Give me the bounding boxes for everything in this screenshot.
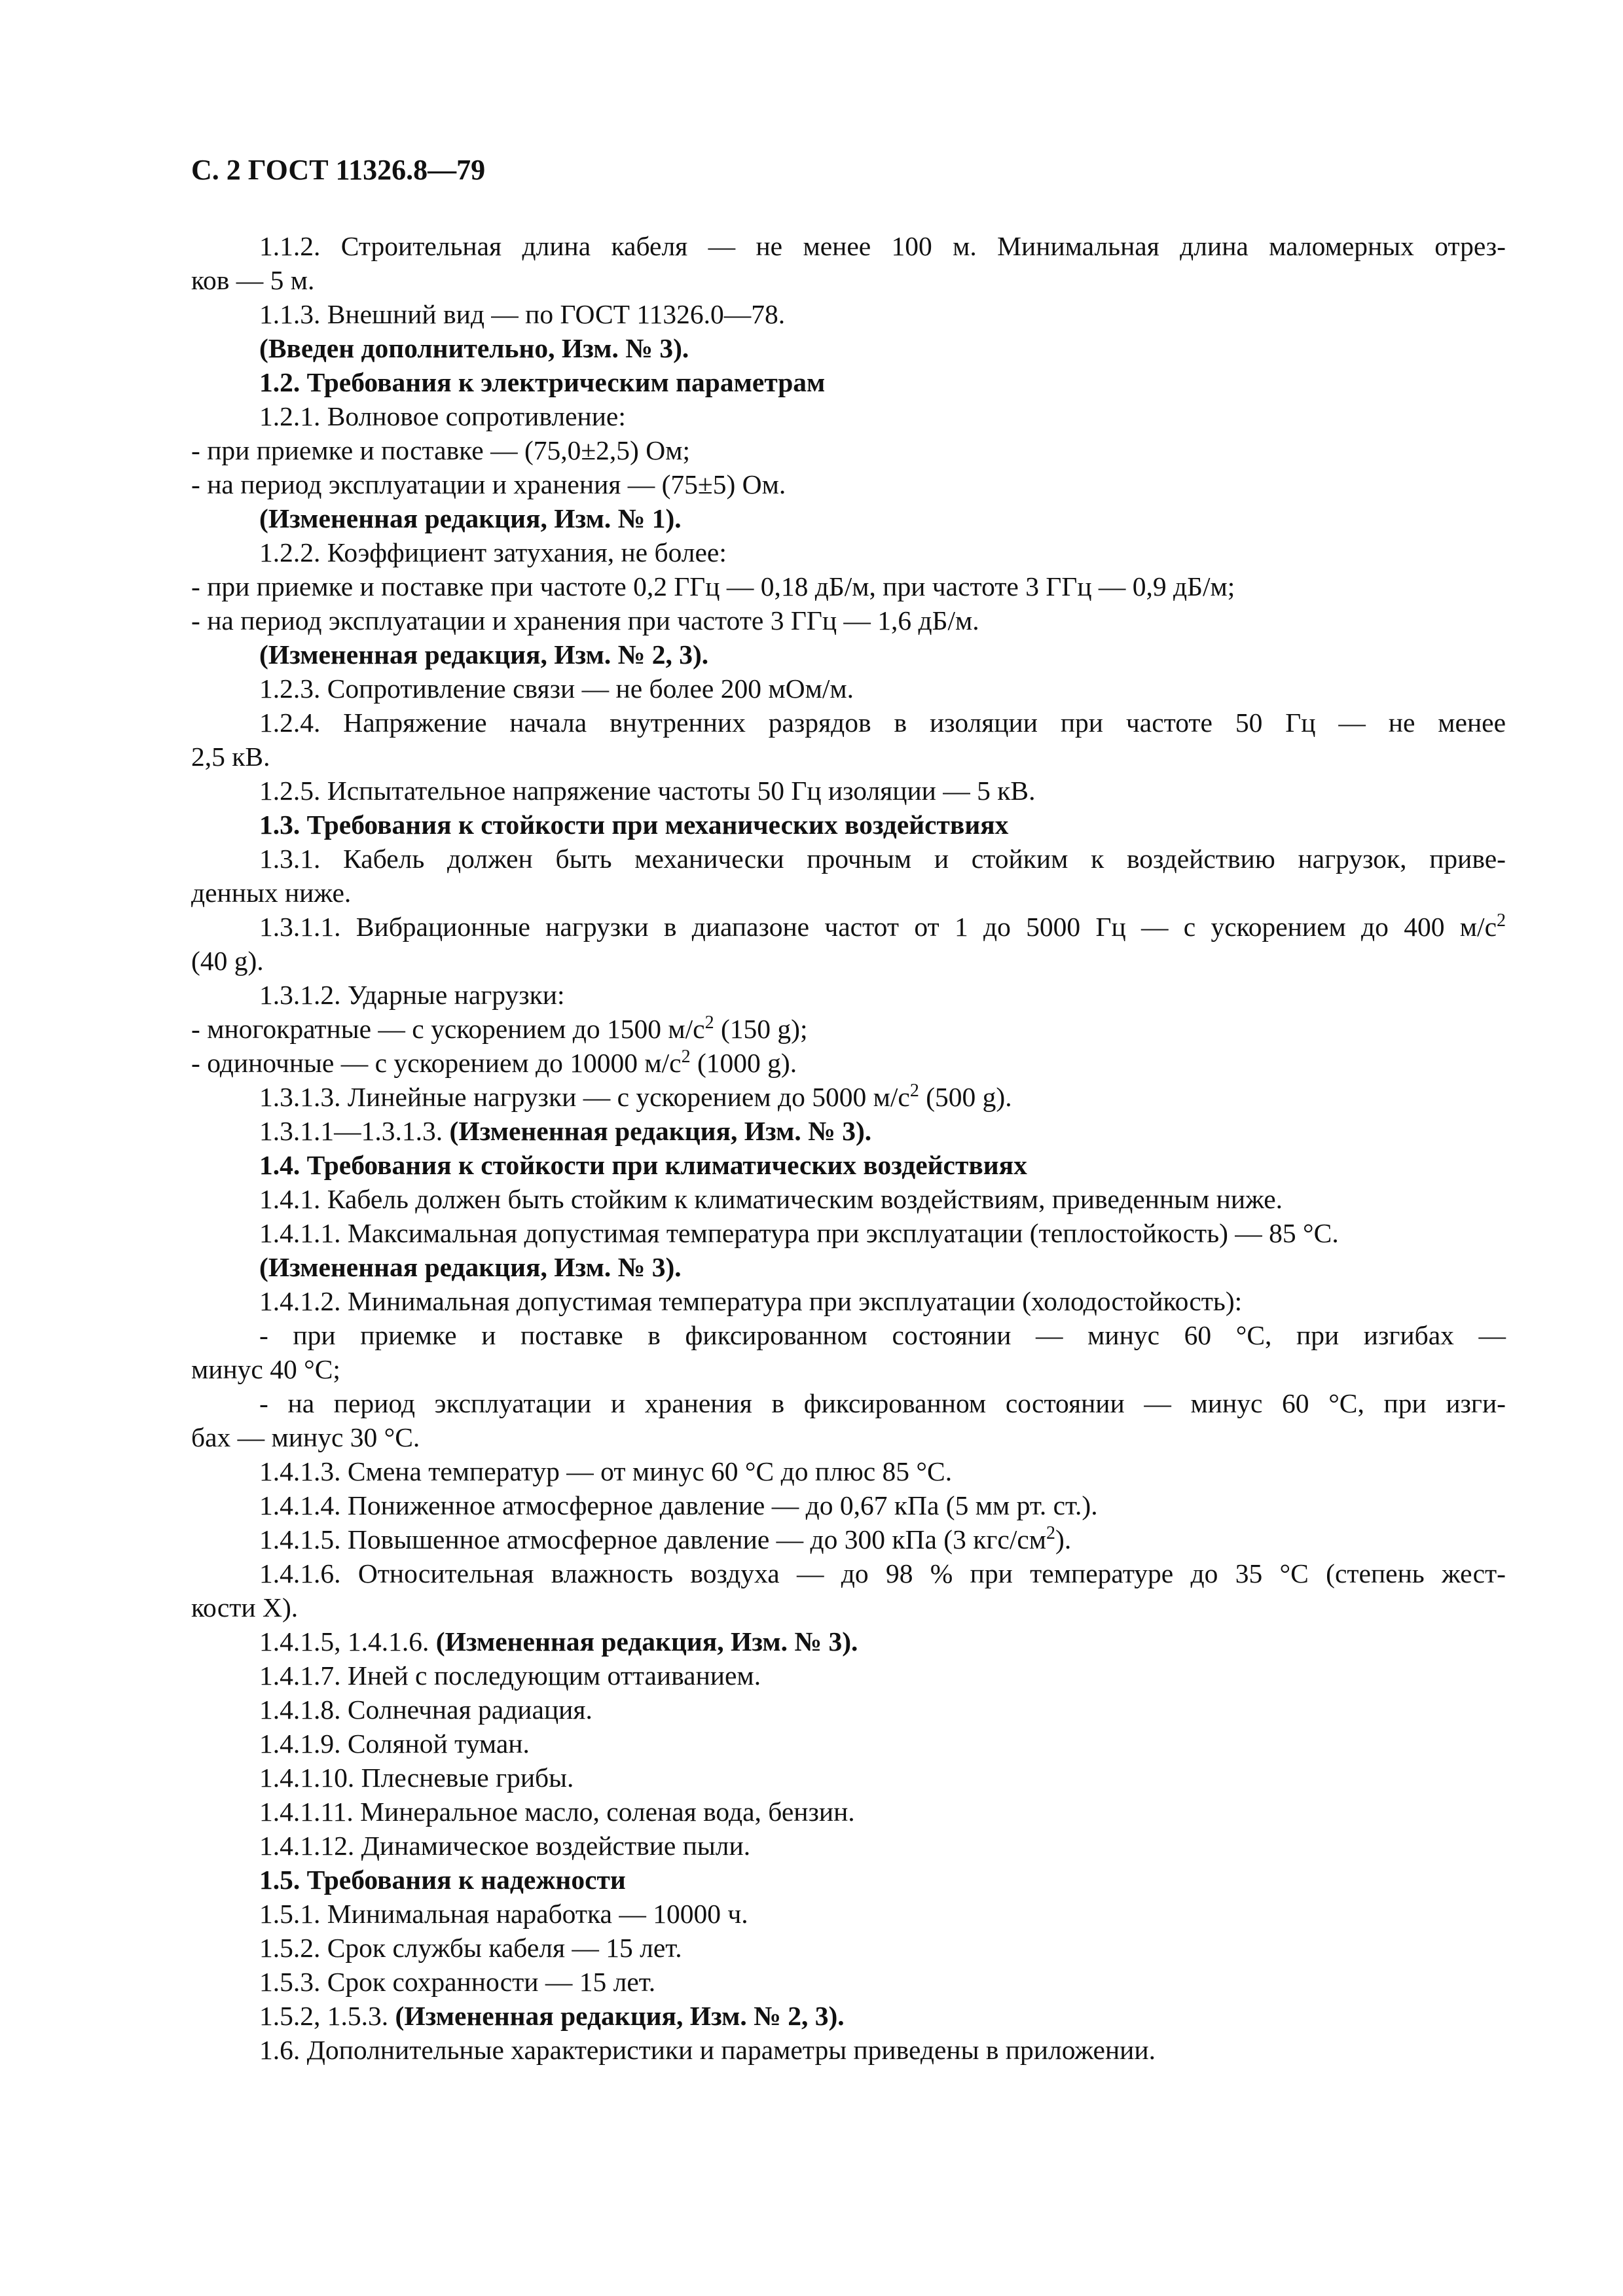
text-line (191, 1420, 1506, 1454)
line-text: 1.2.1. Волновое сопротивление: (259, 401, 626, 431)
line-text-continued: (150 g); (714, 1014, 808, 1044)
text-line (191, 501, 1506, 535)
line-text: 1.2. Требования к электрическим параметрам (259, 367, 826, 397)
superscript: 2 (704, 1013, 714, 1033)
superscript: 2 (681, 1047, 691, 1067)
text-line (191, 842, 1506, 876)
text-line (191, 535, 1506, 569)
text-line (191, 433, 1506, 467)
line-text: 1.4.1.1. Максимальная допустимая температура при эксплуатации (теплостойкость) — 85 °С. (259, 1218, 1339, 1248)
line-text: 1.1.3. Внешний вид — по ГОСТ 11326.0—78. (259, 299, 786, 329)
line-text: 1.4.1.7. Иней с последующим оттаиванием. (259, 1660, 761, 1691)
line-text: 1.4.1.5, 1.4.1.6. (259, 1626, 436, 1657)
text-line (191, 1522, 1506, 1556)
line-text: 1.3.1.1. Вибрационные нагрузки в диапазоне частот от 1 до 5000 Гц — с ускорением до 400 м/с (259, 912, 1497, 942)
line-text: 1.5.3. Срок сохранности — 15 лет. (259, 1967, 656, 1997)
line-text: 1.6. Дополнительные характеристики и параметры приведены в приложении. (259, 2035, 1156, 2065)
line-text: 1.2.2. Коэффициент затухания, не более: (259, 537, 727, 567)
text-line (191, 876, 1506, 910)
line-text: 1.5. Требования к надежности (259, 1865, 626, 1895)
text-line (191, 944, 1506, 978)
text-line (191, 1352, 1506, 1386)
text-line (191, 399, 1506, 433)
text-line (191, 1046, 1506, 1080)
line-text-continued: ). (1055, 1524, 1072, 1554)
text-line (191, 808, 1506, 842)
line-text: 1.5.2, 1.5.3. (259, 2001, 395, 2031)
line-text: (Измененная редакция, Изм. № 1). (259, 503, 682, 533)
line-text: 1.4.1.3. Смена температур — от минус 60 °С до плюс 85 °С. (259, 1456, 953, 1486)
superscript: 2 (1046, 1523, 1056, 1544)
text-line (191, 1965, 1506, 1999)
line-text: 1.3.1.2. Ударные нагрузки: (259, 980, 565, 1010)
line-text: (Введен дополнительно, Изм. № 3). (259, 333, 689, 363)
text-line (191, 1999, 1506, 2033)
line-text: 1.4. Требования к стойкости при климатических воздействиях (259, 1150, 1027, 1180)
line-text: - при приемке и поставке при частоте 0,2 ГГц — 0,18 дБ/м, при частоте 3 ГГц — 0,9 дБ/м; (191, 571, 1235, 601)
line-text-continued: (1000 g). (690, 1048, 797, 1078)
text-line (191, 774, 1506, 808)
text-line (191, 1829, 1506, 1863)
line-text: - при приемке и поставке в фиксированном состоянии — минус 60 °С, при изгибах — (259, 1320, 1506, 1350)
line-text: ков — 5 м. (191, 265, 315, 295)
text-line (191, 910, 1506, 944)
line-text: 1.3.1.3. Линейные нагрузки — с ускорением до 5000 м/с (259, 1082, 910, 1112)
text-line (191, 1659, 1506, 1693)
line-text: 1.4.1. Кабель должен быть стойким к климатическим воздействиям, приведенным ниже. (259, 1184, 1283, 1214)
text-line (191, 229, 1506, 263)
text-line (191, 603, 1506, 637)
amendment-note: (Измененная редакция, Изм. № 3). (449, 1116, 872, 1146)
line-text: 1.3.1. Кабель должен быть механически прочным и стойким к воздействию нагрузок, приве- (259, 844, 1506, 874)
line-text: 1.4.1.4. Пониженное атмосферное давление — до 0,67 кПа (5 мм рт. ст.). (259, 1490, 1098, 1520)
line-text: 1.4.1.10. Плесневые грибы. (259, 1763, 574, 1793)
text-line (191, 1148, 1506, 1182)
line-text: 1.4.1.12. Динамическое воздействие пыли. (259, 1831, 751, 1861)
text-line (191, 365, 1506, 399)
line-text: 1.4.1.9. Соляной туман. (259, 1729, 530, 1759)
text-line (191, 1182, 1506, 1216)
superscript: 2 (909, 1081, 919, 1102)
text-line (191, 263, 1506, 297)
line-text: 1.4.1.6. Относительная влажность воздуха — до 98 % при температуре до 35 °С (степень жест- (259, 1558, 1506, 1588)
text-line (191, 978, 1506, 1012)
line-text: 1.4.1.2. Минимальная допустимая температура при эксплуатации (холодостойкость): (259, 1286, 1243, 1316)
superscript: 2 (1497, 910, 1506, 931)
amendment-note: (Измененная редакция, Изм. № 2, 3). (395, 2001, 845, 2031)
line-text: 1.2.5. Испытательное напряжение частоты 50 Гц изоляции — 5 кВ. (259, 776, 1036, 806)
line-text: 1.3.1.1—1.3.1.3. (259, 1116, 450, 1146)
text-line (191, 740, 1506, 774)
line-text: - при приемке и поставке — (75,0±2,5) Ом; (191, 435, 691, 465)
line-text: 1.5.1. Минимальная наработка — 10000 ч. (259, 1899, 748, 1929)
line-text: 1.2.3. Сопротивление связи — не более 200 мОм/м. (259, 673, 854, 704)
text-line (191, 637, 1506, 672)
text-line (191, 672, 1506, 706)
line-text: 1.4.1.8. Солнечная радиация. (259, 1695, 593, 1725)
text-line (191, 1931, 1506, 1965)
text-line (191, 1624, 1506, 1659)
text-line (191, 1114, 1506, 1148)
text-line (191, 467, 1506, 501)
text-line (191, 1318, 1506, 1352)
text-line (191, 331, 1506, 365)
line-text: - на период эксплуатации и хранения при частоте 3 ГГц — 1,6 дБ/м. (191, 605, 979, 636)
text-line (191, 1386, 1506, 1420)
text-line (191, 2033, 1506, 2067)
text-line (191, 1556, 1506, 1590)
line-text-continued: (500 g). (919, 1082, 1012, 1112)
line-text: бах — минус 30 °С. (191, 1422, 420, 1452)
line-text: денных ниже. (191, 878, 352, 908)
text-line (191, 1795, 1506, 1829)
amendment-note: (Измененная редакция, Изм. № 3). (435, 1626, 858, 1657)
text-line (191, 1761, 1506, 1795)
line-text: 2,5 кВ. (191, 742, 270, 772)
text-line (191, 1080, 1506, 1114)
line-text: (Измененная редакция, Изм. № 2, 3). (259, 639, 709, 670)
page-header: С. 2 ГОСТ 11326.8—79 (191, 154, 486, 186)
line-text: (Измененная редакция, Изм. № 3). (259, 1252, 682, 1282)
text-line (191, 1216, 1506, 1250)
text-line (191, 1454, 1506, 1488)
line-text: минус 40 °С; (191, 1354, 340, 1384)
text-line (191, 1693, 1506, 1727)
text-line (191, 569, 1506, 603)
text-line (191, 1284, 1506, 1318)
text-line (191, 1250, 1506, 1284)
line-text: (40 g). (191, 946, 264, 976)
line-text: - на период эксплуатации и хранения в фиксированном состоянии — минус 60 °С, при изги- (259, 1388, 1506, 1418)
line-text: 1.1.2. Строительная длина кабеля — не менее 100 м. Минимальная длина маломерных отрез- (259, 231, 1506, 261)
text-line (191, 1488, 1506, 1522)
text-line (191, 706, 1506, 740)
text-line (191, 297, 1506, 331)
text-line (191, 1590, 1506, 1624)
line-text: 1.3. Требования к стойкости при механических воздействиях (259, 810, 1009, 840)
text-line (191, 1727, 1506, 1761)
line-text: 1.4.1.11. Минеральное масло, соленая вода, бензин. (259, 1797, 855, 1827)
text-line (191, 1863, 1506, 1897)
line-text: 1.4.1.5. Повышенное атмосферное давление — до 300 кПа (3 кгс/см (259, 1524, 1047, 1554)
line-text: - многократные — с ускорением до 1500 м/с (191, 1014, 705, 1044)
line-text: кости X). (191, 1592, 299, 1623)
line-text: - на период эксплуатации и хранения — (75±5) Ом. (191, 469, 786, 499)
line-text: 1.5.2. Срок службы кабеля — 15 лет. (259, 1933, 682, 1963)
line-text: 1.2.4. Напряжение начала внутренних разрядов в изоляции при частоте 50 Гц — не менее (259, 708, 1506, 738)
line-text: - одиночные — с ускорением до 10000 м/с (191, 1048, 682, 1078)
text-line (191, 1897, 1506, 1931)
text-line (191, 1012, 1506, 1046)
document-body (191, 229, 1506, 2067)
